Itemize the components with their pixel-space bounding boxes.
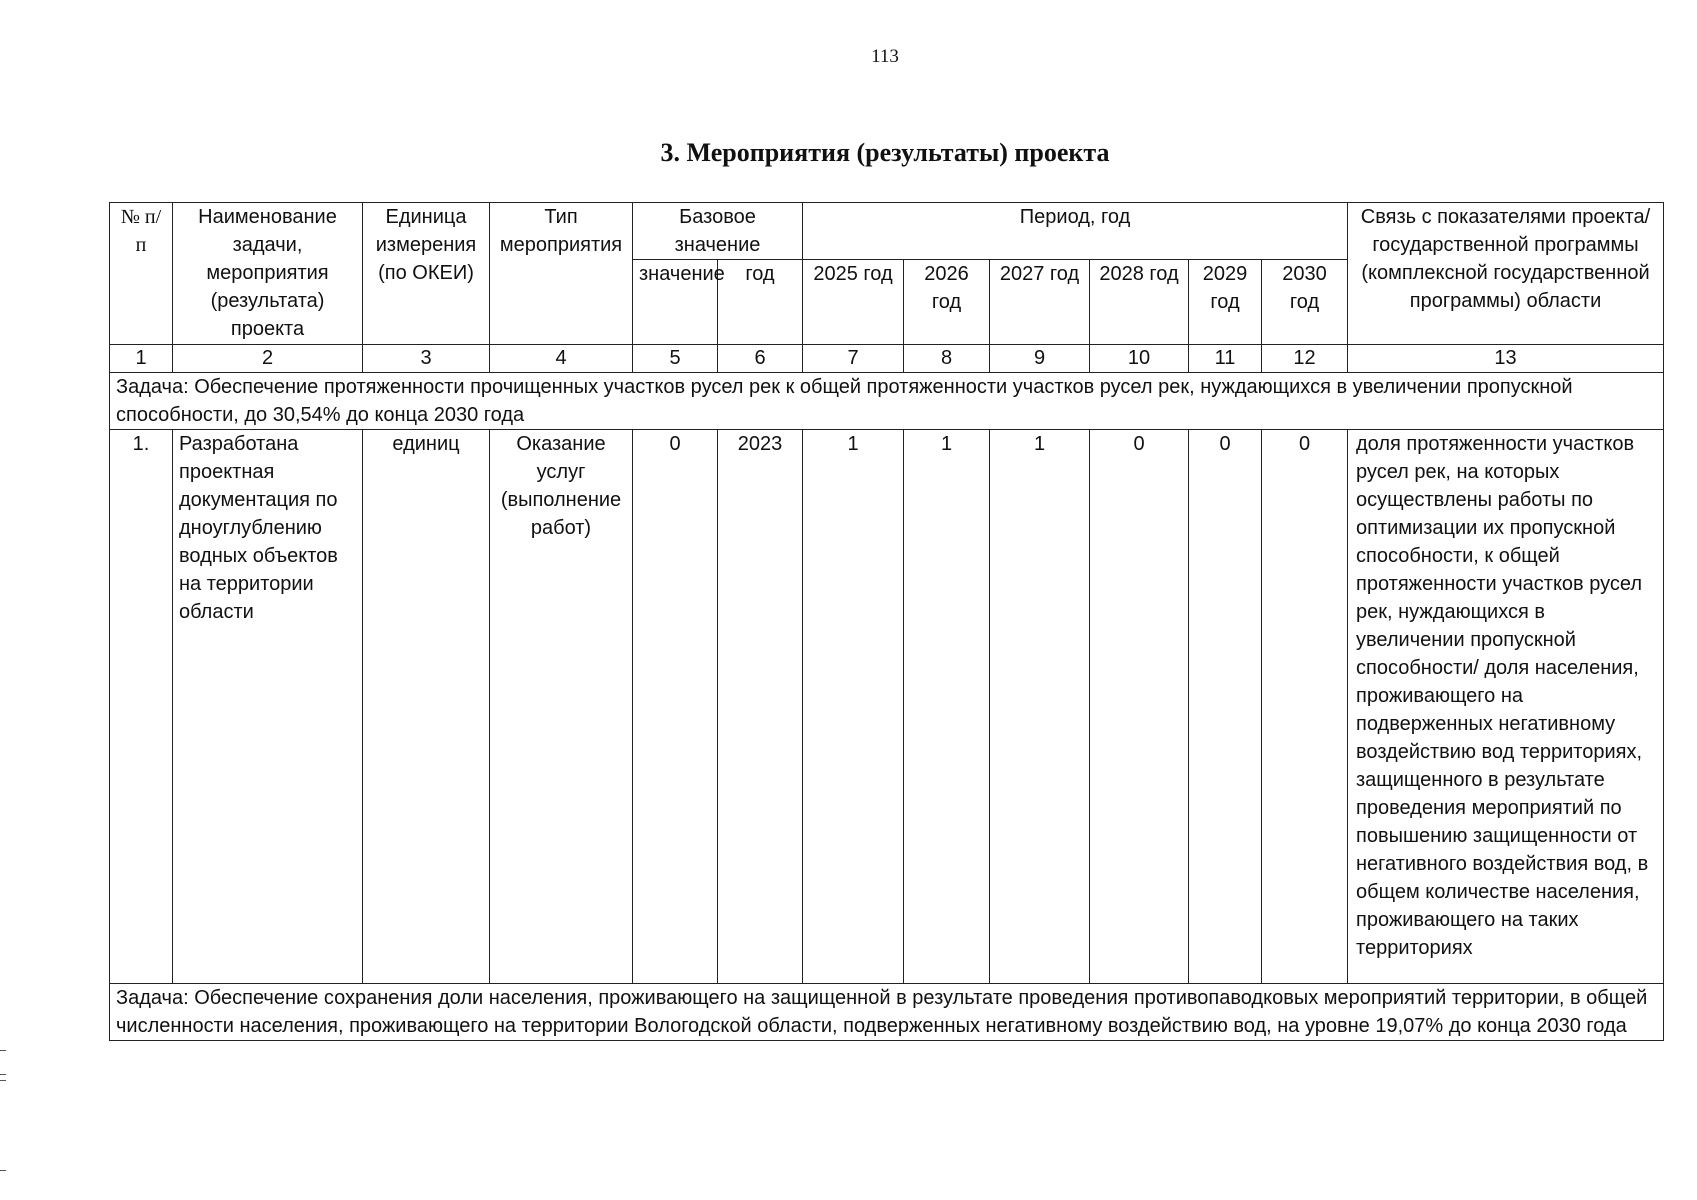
row-name: Разработана проектная документация по дноуглублению водных объектов на территории области: [173, 430, 363, 984]
row-value-2025: 1: [803, 430, 904, 984]
margin-mark: [0, 1080, 6, 1081]
column-number: 9: [990, 345, 1090, 373]
task-row-2: [110, 984, 1664, 1041]
row-value-2026: 1: [904, 430, 990, 984]
header-year-2025: 2025 год: [803, 260, 904, 345]
column-number: 3: [363, 345, 490, 373]
column-number: 10: [1090, 345, 1189, 373]
margin-mark: [0, 1074, 6, 1075]
header-row-1: [110, 203, 1664, 260]
column-number: 8: [904, 345, 990, 373]
header-year-2030: 2030 год: [1262, 260, 1348, 345]
row-value-2027: 1: [990, 430, 1090, 984]
row-num: 1.: [110, 430, 173, 984]
column-number: 13: [1348, 345, 1664, 373]
column-number: 11: [1189, 345, 1262, 373]
column-number: 1: [110, 345, 173, 373]
row-base-value: 0: [633, 430, 718, 984]
column-number: 12: [1262, 345, 1348, 373]
measures-table: [109, 202, 1664, 1041]
row-value-2028: 0: [1090, 430, 1189, 984]
header-period: Период, год: [803, 203, 1348, 260]
row-value-2030: 0: [1262, 430, 1348, 984]
header-link: Связь с показателями проекта/государственной программы (комплексной государственной программы) области: [1348, 203, 1664, 345]
header-base: Базовое значение: [633, 203, 803, 260]
column-number: 6: [718, 345, 803, 373]
task-row-1: [110, 373, 1664, 430]
column-number: 4: [490, 345, 633, 373]
task-2-text: Задача: Обеспечение сохранения доли населения, проживающего на защищенной в результате проведения противопаводковых мероприятий территории, в общей численности населения, проживающего на территории Вологодской области, подверженных негативному воздействию вод, на уровне 19,07% до конца 2030 года: [110, 984, 1664, 1041]
row-base-year: 2023: [718, 430, 803, 984]
task-1-text: Задача: Обеспечение протяженности прочищенных участков русел рек к общей протяженности участков русел рек, нуждающихся в увеличении пропускной способности, до 30,54% до конца 2030 года: [110, 373, 1664, 430]
margin-mark: [0, 1170, 6, 1171]
row-value-2029: 0: [1189, 430, 1262, 984]
column-number: 5: [633, 345, 718, 373]
header-year-2029: 2029 год: [1189, 260, 1262, 345]
header-base-year: год: [718, 260, 803, 345]
column-number-row: [110, 345, 1664, 373]
header-year-2027: 2027 год: [990, 260, 1090, 345]
header-name: Наименование задачи, мероприятия (результата) проекта: [173, 203, 363, 345]
header-base-value: значение: [633, 260, 718, 345]
header-year-2028: 2028 год: [1090, 260, 1189, 345]
margin-mark: [0, 1050, 6, 1051]
row-unit: единиц: [363, 430, 490, 984]
header-unit: Единица измерения (по ОКЕИ): [363, 203, 490, 345]
table-row: [110, 430, 1664, 984]
section-title: 3. Мероприятия (результаты) проекта: [660, 138, 1110, 167]
row-type: Оказание услуг (выполнение работ): [490, 430, 633, 984]
header-type: Тип мероприятия: [490, 203, 633, 345]
row-link-indicators: доля протяженности участков русел рек, на которых осуществлены работы по оптимизации их пропускной способности, к общей протяженности участков русел рек, нуждающихся в увеличении пропускной способности/ доля населения, проживающего на подверженных негативному воздействию вод территориях, защищенного в результате проведения мероприятий по повышению защищенности от негативного воздействия вод, в общем количестве населения, проживающего на таких территориях: [1348, 430, 1664, 984]
column-number: 2: [173, 345, 363, 373]
header-num: № п/п: [110, 203, 173, 345]
column-number: 7: [803, 345, 904, 373]
header-year-2026: 2026 год: [904, 260, 990, 345]
page-number: 113: [871, 46, 899, 67]
